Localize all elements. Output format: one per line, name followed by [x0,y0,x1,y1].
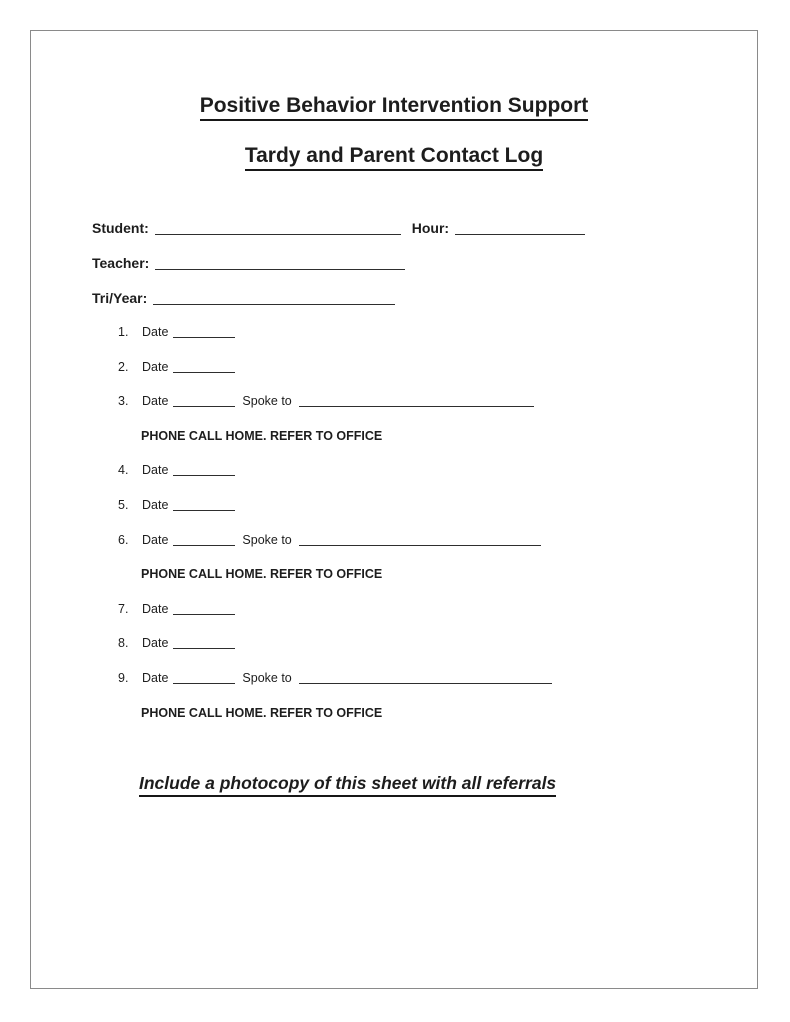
date-label: Date [142,497,169,512]
spoke-to-field [299,672,552,684]
student-field [155,223,401,235]
entry-number: 3. [118,394,129,409]
document-subtitle-text: Tardy and Parent Contact Log [245,144,543,171]
date-field [173,395,235,407]
log-entry-2 [118,359,757,394]
entry-number: 9. [118,670,129,685]
header-fields [92,219,757,324]
entry-number: 8. [118,636,129,651]
entry-number: 7. [118,601,129,616]
date-label: Date [142,359,169,374]
date-label: Date [142,532,169,547]
hour-label: Hour: [411,220,450,236]
spoke-to-label: Spoke to [242,670,292,685]
student-label: Student: [92,220,149,236]
date-field [173,499,235,511]
student-hour-row [92,219,757,254]
log-entry-9 [118,670,757,705]
date-label: Date [142,670,169,685]
log-entry-7 [118,601,757,636]
log-entry-6 [118,532,757,567]
tardy-log-list [118,324,757,739]
spoke-to-label: Spoke to [242,394,292,409]
log-entry-8 [118,635,757,670]
spoke-to-field [299,534,541,546]
date-field [173,326,235,338]
date-label: Date [142,636,169,651]
date-field [173,672,235,684]
log-entry-4 [118,462,757,497]
date-label: Date [142,463,169,478]
date-label: Date [142,601,169,616]
document-page [30,30,758,989]
entry-number: 2. [118,359,129,374]
teacher-field [155,258,405,270]
teacher-row [92,254,757,289]
spoke-to-label: Spoke to [242,532,292,547]
log-entry-5 [118,497,757,532]
triyear-row [92,289,757,324]
triyear-field [153,293,395,305]
hour-field [455,223,585,235]
date-field [173,637,235,649]
triyear-label: Tri/Year: [92,290,148,306]
log-entry-1 [118,324,757,359]
document-title-text: Positive Behavior Intervention Support [200,94,589,121]
date-field [173,603,235,615]
document-title [31,93,757,119]
teacher-label: Teacher: [92,255,150,271]
log-entry-3 [118,393,757,428]
entry-number: 5. [118,497,129,512]
date-field [173,464,235,476]
phone-note: PHONE CALL HOME. REFER TO OFFICE [141,428,383,443]
spoke-to-field [299,395,534,407]
date-field [173,534,235,546]
date-label: Date [142,325,169,339]
entry-number: 6. [118,532,129,547]
entry-number: 4. [118,463,129,478]
document-subtitle [31,143,757,169]
phone-note: PHONE CALL HOME. REFER TO OFFICE [141,567,383,582]
footer-note [139,772,757,794]
entry-number: 1. [118,325,129,339]
date-label: Date [142,394,169,409]
date-field [173,361,235,373]
footer-note-text: Include a photocopy of this sheet with all referrals [139,773,556,797]
phone-note: PHONE CALL HOME. REFER TO OFFICE [141,705,383,720]
